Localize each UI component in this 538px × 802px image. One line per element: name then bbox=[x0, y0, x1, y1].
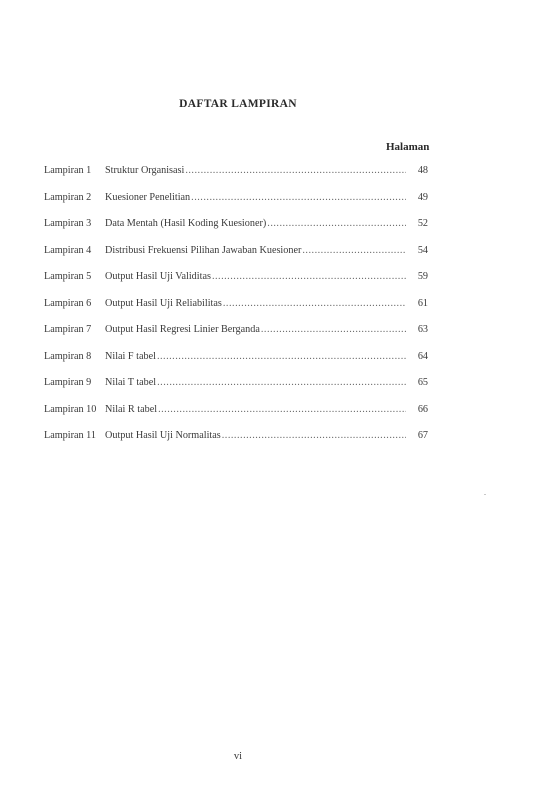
appendix-title: Output Hasil Uji Normalitas bbox=[105, 430, 221, 441]
appendix-page-number: 64 bbox=[417, 350, 428, 362]
appendix-title: Nilai T tabel bbox=[105, 377, 157, 388]
appendix-title: Output Hasil Uji Validitas bbox=[105, 271, 211, 282]
appendix-label: Lampiran 8 bbox=[44, 350, 92, 362]
page-number: vi bbox=[233, 751, 243, 762]
appendix-title: Data Mentah (Hasil Koding Kuesioner) bbox=[105, 218, 267, 229]
appendix-page-number: 61 bbox=[417, 297, 428, 309]
appendix-title: Distribusi Frekuensi Pilihan Jawaban Kuesioner bbox=[105, 244, 302, 256]
appendix-page-number: 52 bbox=[417, 218, 428, 229]
appendix-label: Lampiran 5 bbox=[44, 271, 92, 282]
dot-leader bbox=[212, 271, 406, 282]
appendix-label: Lampiran 7 bbox=[44, 324, 92, 335]
page-column-header: Halaman bbox=[386, 141, 430, 153]
dot-leader bbox=[158, 404, 406, 415]
dot-leader bbox=[302, 245, 406, 256]
appendix-entry bbox=[44, 218, 430, 245]
appendix-entry bbox=[44, 324, 430, 351]
appendix-label: Lampiran 11 bbox=[44, 430, 96, 441]
dot-leader bbox=[191, 192, 406, 203]
appendix-page-number: 49 bbox=[417, 191, 428, 203]
appendix-page-number: 48 bbox=[417, 165, 428, 176]
appendix-label: Lampiran 2 bbox=[44, 191, 92, 203]
appendix-entry bbox=[44, 377, 430, 404]
appendix-label: Lampiran 3 bbox=[44, 218, 92, 229]
appendix-label: Lampiran 9 bbox=[44, 377, 92, 388]
dot-leader bbox=[157, 351, 406, 362]
appendix-entry bbox=[44, 404, 430, 431]
appendix-title: Struktur Organisasi bbox=[105, 165, 185, 176]
appendix-entry bbox=[44, 165, 430, 192]
appendix-list bbox=[44, 165, 430, 457]
appendix-label: Lampiran 4 bbox=[44, 244, 92, 256]
appendix-page-number: 59 bbox=[417, 271, 428, 282]
appendix-page-number: 67 bbox=[417, 430, 428, 441]
scan-speck bbox=[484, 494, 486, 495]
document-title: DAFTAR LAMPIRAN bbox=[179, 98, 297, 110]
appendix-label: Lampiran 10 bbox=[44, 403, 97, 415]
appendix-title: Output Hasil Regresi Linier Berganda bbox=[105, 324, 260, 335]
appendix-entry bbox=[44, 192, 430, 219]
appendix-entry bbox=[44, 271, 430, 298]
appendix-title: Kuesioner Penelitian bbox=[105, 191, 191, 203]
appendix-page-number: 66 bbox=[417, 403, 428, 415]
dot-leader bbox=[267, 218, 406, 229]
appendix-title: Nilai F tabel bbox=[105, 350, 156, 362]
appendix-label: Lampiran 1 bbox=[44, 165, 92, 176]
appendix-page-number: 65 bbox=[417, 377, 428, 388]
dot-leader bbox=[223, 298, 406, 309]
appendix-entry bbox=[44, 298, 430, 325]
dot-leader bbox=[157, 377, 406, 388]
dot-leader bbox=[261, 324, 406, 335]
appendix-entry bbox=[44, 430, 430, 457]
appendix-page-number: 63 bbox=[417, 324, 428, 335]
appendix-title: Nilai R tabel bbox=[105, 403, 158, 415]
appendix-page-number: 54 bbox=[417, 244, 428, 256]
dot-leader bbox=[185, 165, 406, 176]
appendix-entry bbox=[44, 245, 430, 272]
appendix-entry bbox=[44, 351, 430, 378]
appendix-title: Output Hasil Uji Reliabilitas bbox=[105, 297, 222, 309]
dot-leader bbox=[222, 430, 406, 441]
appendix-label: Lampiran 6 bbox=[44, 297, 92, 309]
